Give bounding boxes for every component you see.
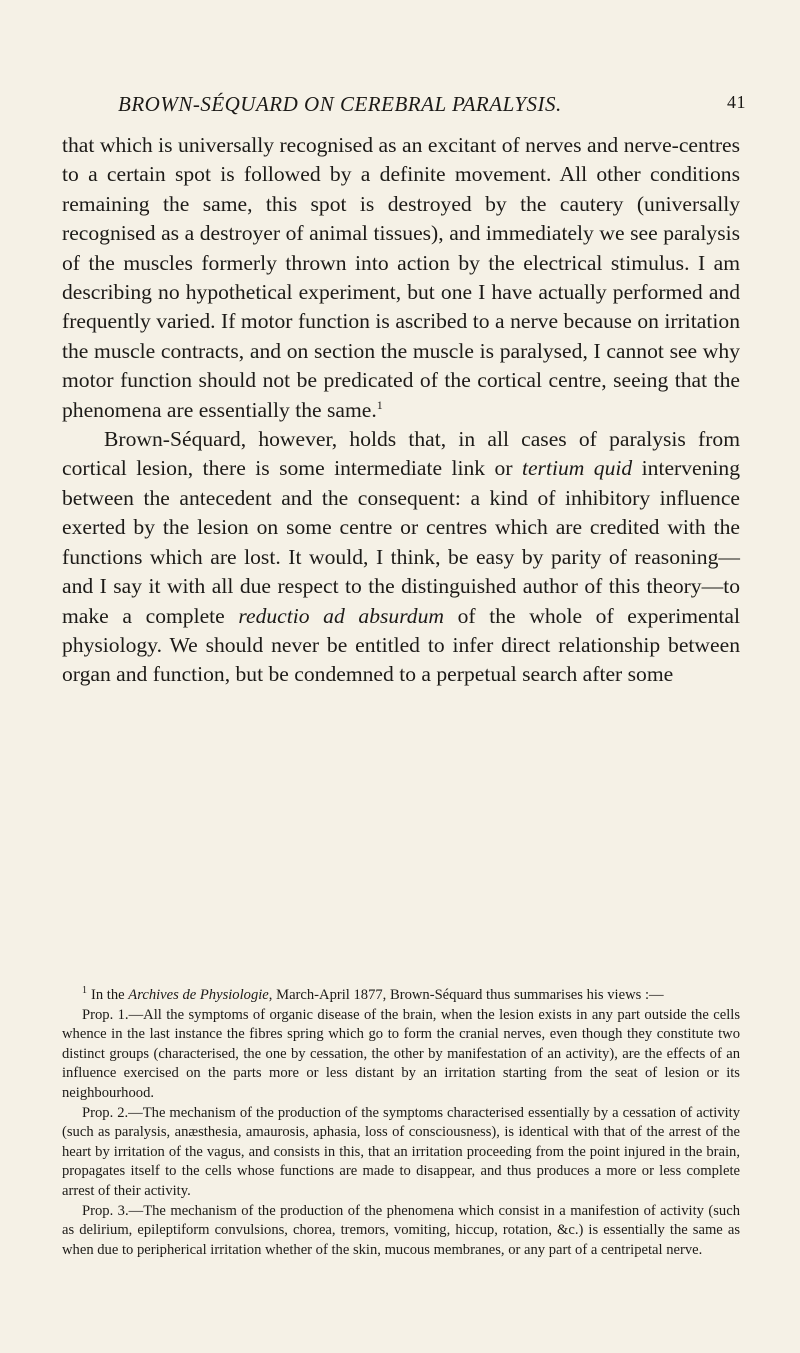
footnote-intro <box>62 986 740 1006</box>
footnotes <box>62 986 740 1260</box>
footnote-prop-2: Prop. 2.—The mechanism of the production of the symptoms characterised essentially by a cessation of activity (such as paralysis, anæsthesia, amaurosis, aphasia, loss of consciousness), is identical with that of the arrest of the heart by irritation of the vagus, and consists in this, that an irritation proceeding from the point injured in the brain, propagates itself to the cells whose functions are made to disappear, and thus produces a more or less complete arrest of their activity. <box>62 1104 740 1199</box>
page-number: 41 <box>727 92 746 112</box>
paragraph-2-italic-reductio: reductio ad absurdum <box>238 603 444 628</box>
running-head <box>118 92 746 117</box>
paragraph-2-part2: intervening between the antecedent and the consequent: a kind of inhibitory influence exerted by the lesion on some centre or centres which are credited with the functions which are lost. It would, I think, be easy by parity of reasoning—and I say it with all due respect to the distinguished author of this theory—to make a complete <box>62 456 740 628</box>
paragraph-1 <box>62 131 740 425</box>
paragraph-2 <box>62 425 740 690</box>
paragraph-2-part3: of the whole of experimental physiology. We should never be entitled to infer direct relationship between organ and function, but be condemned to a perpetual search after some <box>62 603 740 687</box>
footnote-prop-3: Prop. 3.—The mechanism of the production of the phenomena which consist in a manifestion of activity (such as delirium, epileptiform convulsions, chorea, tremors, vomiting, hiccup, rotation, &c.) is essentially the same as when due to peripherical irritation whether of the skin, mucous membranes, or any part of a centripetal nerve. <box>62 1202 740 1258</box>
paragraph-2-italic-tertium-quid: tertium quid <box>521 456 633 481</box>
footnote-mark: 1 <box>82 985 87 997</box>
paragraph-1-text: that which is universally recognised as an excitant of nerves and nerve-centres to a certain spot is followed by a definite movement. All other conditions remaining the same, this spot is destroyed by the cautery (universally recognised as a destroyer of animal tissues), and immediately we see paralysis of the muscles formerly thrown into action by the electrical stimulus. I am describing no hypothetical experiment, but one I have actually performed and frequently varied. If motor function is ascribed to a nerve because on irritation the muscle contracts, and on section the muscle is paralysed, I cannot see why motor function should not be predicated of the cortical centre, seeing that the phenomena are essentially the same. <box>62 133 740 422</box>
main-text <box>62 131 740 690</box>
footnote-prop-1: Prop. 1.—All the symptoms of organic disease of the brain, when the lesion exists in any part outside the cells whence in the last instance the fibres spring which go to form the cranial nerves, even though they constitute two distinct groups (characterised, the one by cessation, the other by manifestation of an activity), are the effects of an influence exercised on the parts more or less distant by an irritation starting from the seat of lesion or its neighbourhood. <box>62 1006 740 1101</box>
paragraph-2-part1: Brown-Séquard, however, holds that, in all cases of paralysis from cortical lesion, there is some intermediate link or <box>62 427 740 481</box>
footnote-reference: 1 <box>376 397 383 412</box>
running-title: BROWN-SÉQUARD ON CEREBRAL PARALYSIS. <box>118 92 562 116</box>
footnote-journal-title: Archives de Physiologie <box>128 987 269 1003</box>
footnote-intro-before: In the <box>91 987 129 1003</box>
footnote-intro-after: , March-April 1877, Brown-Séquard thus summarises his views :— <box>268 987 664 1003</box>
